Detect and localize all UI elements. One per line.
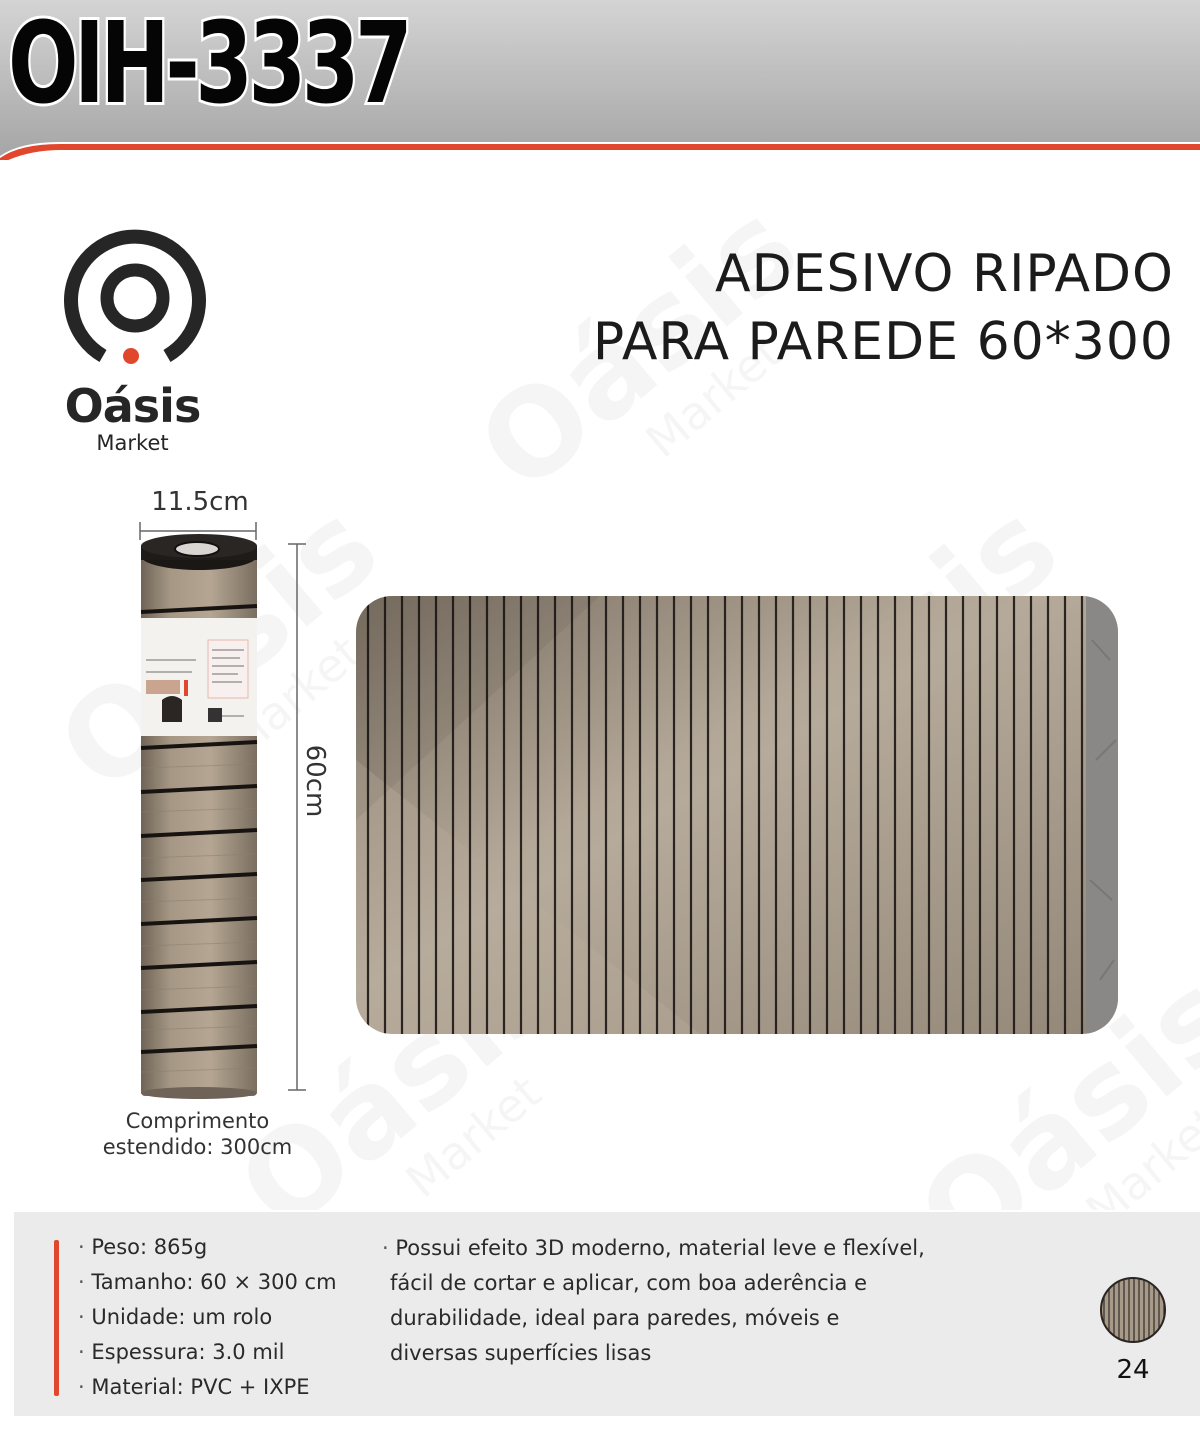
description-line-3: durabilidade, ideal para paredes, móveis e — [390, 1306, 840, 1330]
spec-item-unit: · Unidade: um rolo — [78, 1300, 337, 1335]
description-line-2: fácil de cortar e aplicar, com boa aderência e — [390, 1271, 867, 1295]
extended-length-label — [80, 1108, 315, 1160]
spec-item-thickness: · Espessura: 3.0 mil — [78, 1335, 337, 1370]
spec-accent-bar — [54, 1240, 59, 1396]
roll-illustration — [141, 534, 257, 1099]
spec-item-weight: · Peso: 865g — [78, 1230, 337, 1265]
spec-item-material: · Material: PVC + IXPE — [78, 1370, 337, 1405]
title-line-2: PARA PAREDE 60*300 — [592, 312, 1174, 372]
title-line-1: ADESIVO RIPADO — [715, 244, 1174, 304]
description-line-4: diversas superfícies lisas — [390, 1341, 652, 1365]
color-swatch-icon — [1098, 1275, 1168, 1345]
description-bullet: · — [382, 1236, 389, 1260]
product-description — [382, 1231, 982, 1371]
color-swatch-number: 24 — [1116, 1355, 1150, 1385]
brand-name: Oásis — [64, 379, 201, 433]
wall-panel-illustration — [356, 596, 1126, 1034]
extended-length-line-1: Comprimento — [125, 1109, 270, 1133]
qr-code-icon — [208, 708, 222, 722]
roll-width-label: 11.5cm — [151, 487, 249, 517]
roll-height-label: 60cm — [300, 744, 330, 818]
product-code: OIH-3337 — [8, 0, 409, 129]
extended-length-line-2: estendido: 300cm — [102, 1135, 293, 1159]
description-line-1 — [382, 1231, 982, 1266]
concrete-edge — [1086, 596, 1126, 1034]
brand-subtitle: Market — [96, 431, 169, 455]
description-text-1: Possui efeito 3D moderno, material leve e flexível, — [395, 1236, 925, 1260]
spec-item-size: · Tamanho: 60 × 300 cm — [78, 1265, 337, 1300]
spec-list — [78, 1230, 337, 1405]
